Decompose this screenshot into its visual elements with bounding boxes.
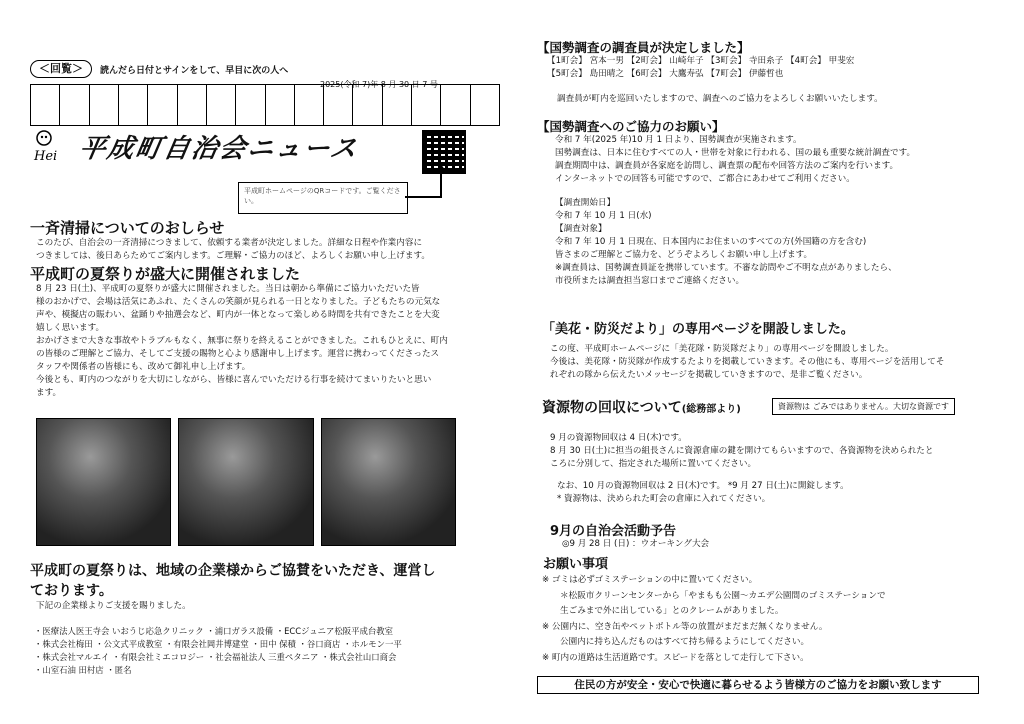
festival-photo	[178, 418, 313, 546]
issue-date: 2025(令和 7)年 8 月 30 日 7 号	[320, 80, 438, 89]
census-staff-title: 【国勢調査の調査員が決定しました】	[537, 40, 750, 55]
census-details: 【調査開始日】 令和 7 年 10 月 1 日(水) 【調査対象】 令和 7 年 10 月 1 日現在、日本国内にお住まいのすべての方(外国籍の方を含む) 皆さまのご理解とご協力を、どうぞよろしくお願い申し上げます。 ※調査員は、国勢調査員証を携帯しています。不審な訪問やご不明な点がありましたら、 市役所または調査担当窓口までご連絡ください。	[555, 198, 897, 286]
footer-message: 住民の方が安全・安心で快適に暮らせるよう皆様方のご協力をお願い致します	[537, 676, 979, 694]
recycling-box: 資源物は ごみではありません。大切な資源です	[772, 398, 955, 415]
masthead-title: 平成町自治会ニュース	[76, 134, 361, 164]
cleanup-text: このたび、自治会の一斉清掃につきまして、依頼する業者が決定しました。詳細な日程や作業内容に つきましては、後日あらためてご案内します。ご理解・ご協力のほど、よろしくお願い申し上げます。	[36, 238, 430, 261]
arrow-icon	[405, 172, 442, 198]
qr-note: 平成町ホームページのQRコードです。ご覧ください。	[238, 182, 408, 214]
census-staff-list: 【1町会】 宮本一男 【2町会】 山崎年子 【3町会】 寺田糸子 【4町会】 甲斐宏 【5町会】 島田晴之 【6町会】 大鷹寿弘 【7町会】 伊藤哲也	[547, 56, 855, 79]
mascot-icon	[32, 128, 76, 164]
requests-title: お願い事項	[543, 557, 609, 572]
recycling-title: 資源物の回収について(総務部より)	[542, 400, 741, 416]
circulation-note: 読んだら日付とサインをして、早目に次の人へ	[100, 65, 289, 76]
circulation-row	[30, 58, 500, 80]
sponsor-title: 平成町の夏祭りは、地域の企業様からご協賛をいただき、運営し ております。	[30, 563, 436, 599]
cleanup-title: 一斉清掃についてのおしらせ	[30, 219, 225, 237]
events-item: ◎9 月 28 日 (日) ：ウオーキング大会	[562, 539, 710, 549]
census-request-title: 【国勢調査へのご協力のお願い】	[537, 119, 725, 134]
circulation-label: ＜回覧＞	[30, 60, 92, 78]
bika-page-title: 「美花・防災だより」の専用ページを開設しました。	[542, 322, 854, 337]
signature-grid	[30, 84, 500, 126]
mascot-text: Hei	[34, 149, 58, 164]
requests-list: ※ ゴミは必ずゴミステーションの中に置いてください。 ＊松阪市クリーンセンターから「やまもも公園～カエデ公園間のゴミステーションで 生ごみまで外に出している」とのクレームがありました。 ※ 公園内に、空き缶やペットボトル等の放置がまだまだ無くなりません。 公園内に持ち込んだものはすべて持ち帰るようにしてください。 ※ 町内の道路は生活道路です。スピードを落として走行して下さい。	[542, 575, 886, 663]
recycling-text: 9 月の資源物回収は 4 日(木)です。 8 月 30 日(土)に担当の組長さんに資源倉庫の鍵を開けてもらいますので、各資源物を決められたと ころに分別して、指定された場所に置いてください。	[550, 433, 934, 469]
festival-photo	[321, 418, 456, 546]
events-title: 9月の自治会活動予告	[550, 524, 677, 539]
census-request-text: 令和 7 年(2025 年)10 月 1 日より、国勢調査が実施されます。 国勢調査は、日本に住むすべての人・世帯を対象に行われる、国の最も重要な統計調査です。 調査期間中は、調査員が各家庭を訪問し、調査票の配布や回答方法のご案内を行います。 インターネットでの回答も可能ですので、ご都合にあわせてご利用ください。	[555, 135, 916, 184]
sponsor-list: ・医療法人医王寺会 いおうじ応急クリニック ・浦口ガラス設備 ・ECCジュニア松阪平成台教室 ・株式会社梅田 ・公文式平成教室 ・有限会社岡井博建堂 ・田中 保積 ・谷口商店 ・ホルモン一平 ・株式会社マルエイ ・有限会社ミエコロジー ・社会福祉法人 三重ペタニア ・株式会社山口商会 ・山室石油 田村店 ・匿名	[34, 626, 402, 675]
festival-text: 8 月 23 日(土)、平成町の夏祭りが盛大に開催されました。当日は朝から準備にご協力いただいた皆 様のおかげで、会場は活気にあふれ、たくさんの笑顔が見られる一日となりました。子どもたちの元気な 声や、模擬店の賑わい、盆踊りや抽選会など、町内が一体となって楽しめる時間を共有できたことを大変 嬉しく思います。 おかげさまで大きな事故やトラブルもなく、無事に祭りを終えることができました。これもひとえに、町内 の皆様のご理解とご協力、そしてご支援の賜物と心より感謝申し上げます。運営に携わってくださったス タッフや関係者の皆様にも、改めて御礼申し上げます。 今後とも、町内のつながりを大切にしながら、皆様に喜んでいただける行事を続けてまいりたいと思い ます。	[36, 284, 448, 398]
recycling-text-2: なお、10 月の資源物回収は 2 日(木)です。 *9 月 27 日(土)に開錠します。 * 資源物は、決められた町会の倉庫に入れてください。	[557, 481, 849, 504]
festival-photo	[36, 418, 171, 546]
festival-photos	[36, 418, 456, 546]
census-staff-note: 調査員が町内を巡回いたしますので、調査へのご協力をよろしくお願いいたします。	[557, 94, 883, 104]
bika-page-text: この度、平成町ホームページに「美花隊・防災隊だより」の専用ページを開設しました。 今後は、美花隊・防災隊が作成するたよりを掲載していきます。その他にも、専用ページを活用してそ れぞれの隊から伝えたいメッセージを掲載していきますので、是非ご覧ください。	[550, 344, 945, 380]
sponsor-intro: 下記の企業様よりご支援を賜りました。	[36, 601, 191, 611]
festival-title: 平成町の夏祭りが盛大に開催されました	[30, 265, 301, 283]
